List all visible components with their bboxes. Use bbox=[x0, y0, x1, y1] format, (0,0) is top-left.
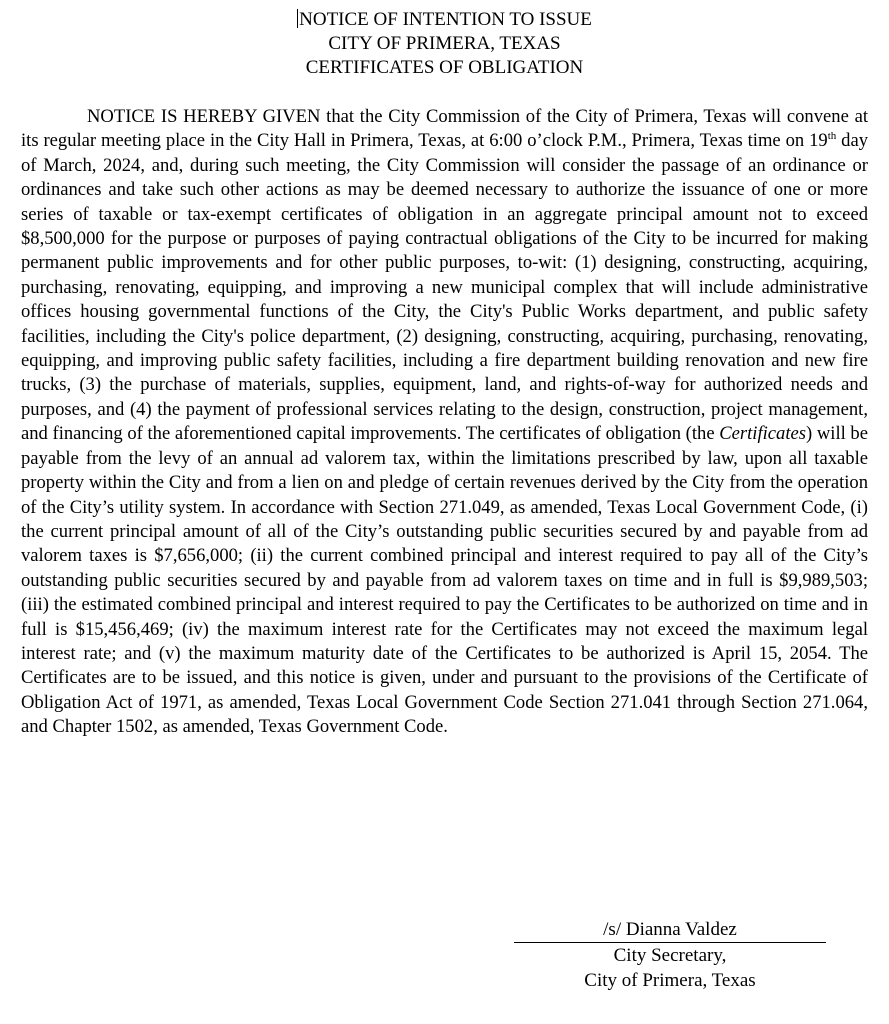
signer-organization: City of Primera, Texas bbox=[584, 970, 756, 991]
title-line-2: CITY OF PRIMERA, TEXAS bbox=[328, 33, 561, 54]
title-line-3: CERTIFICATES OF OBLIGATION bbox=[305, 57, 584, 78]
certificates-defined-term: Certificates bbox=[719, 423, 807, 445]
title-line-1 bbox=[0, 8, 889, 32]
notice-title bbox=[0, 8, 889, 80]
day-ordinal-suffix: th bbox=[827, 130, 837, 143]
title-line-1-text: NOTICE OF INTENTION TO ISSUE bbox=[299, 9, 592, 30]
signature-line bbox=[514, 917, 826, 943]
signer-name: /s/ Dianna Valdez bbox=[603, 919, 737, 940]
text-cursor-icon bbox=[297, 9, 298, 28]
signature-block bbox=[514, 917, 826, 993]
notice-body-paragraph bbox=[21, 105, 868, 740]
body-part-2: day of March, 2024, and, during such meeting, the City Commission will consider the passage of an ordinance or ordinances and take such other actions as may be deemed necessary to authorize the issuance of one or more series of taxable or tax-exempt certificates of obligation in an aggregate principal amount not to exceed $8,500,000 for the purpose or purposes of paying contractual obligations of the City to be incurred for making permanent public improvements and for other public purposes, to-wit: (1) designing, constructing, acquiring, purchasing, renovating, equipping, and improving a new municipal complex that will include administrative offices housing governmental functions of the City, the City's Public Works department, and public safety facilities, including the City's police department, (2) designing, constructing, acquiring, purchasing, renovating, equipping, and improving public safety facilities, including a fire department building renovation and new fire trucks, (3) the purchase of materials, supplies, equipment, land, and rights-of-way for authorized needs and purposes, and (4) the payment of professional services relating to the design, construction, project management, and financing of the aforementioned capital improvements. The certificates of obligation (the bbox=[21, 130, 869, 445]
signer-title: City Secretary, bbox=[613, 945, 727, 966]
body-part-1: NOTICE IS HEREBY GIVEN that the City Commission of the City of Primera, Texas will convene at its regular meeting place in the City Hall in Primera, Texas, at 6:00 o’clock P.M., Primera, Texas time on 19 bbox=[21, 106, 868, 152]
body-part-3: ) will be payable from the levy of an annual ad valorem tax, within the limitations prescribed by law, upon all taxable property within the City and from a lien on and pledge of certain revenues derived by the City from the operation of the City’s utility system. In accordance with Section 271.049, as amended, Texas Local Government Code, (i) the current principal amount of all of the City’s outstanding public securities secured by and payable from ad valorem taxes is $7,656,000; (ii) the current combined principal and interest required to pay all of the City’s outstanding public securities secured by and payable from ad valorem taxes on time and in full is $9,989,503; (iii) the estimated combined principal and interest required to pay the Certificates to be authorized on time and in full is $15,456,469; (iv) the maximum interest rate for the Certificates may not exceed the maximum legal interest rate; and (v) the maximum maturity date of the Certificates to be authorized is April 15, 2054. The Certificates are to be issued, and this notice is given, under and pursuant to the provisions of the Certificate of Obligation Act of 1971, as amended, Texas Local Government Code Section 271.041 through Section 271.064, and Chapter 1502, as amended, Texas Government Code. bbox=[21, 423, 868, 738]
